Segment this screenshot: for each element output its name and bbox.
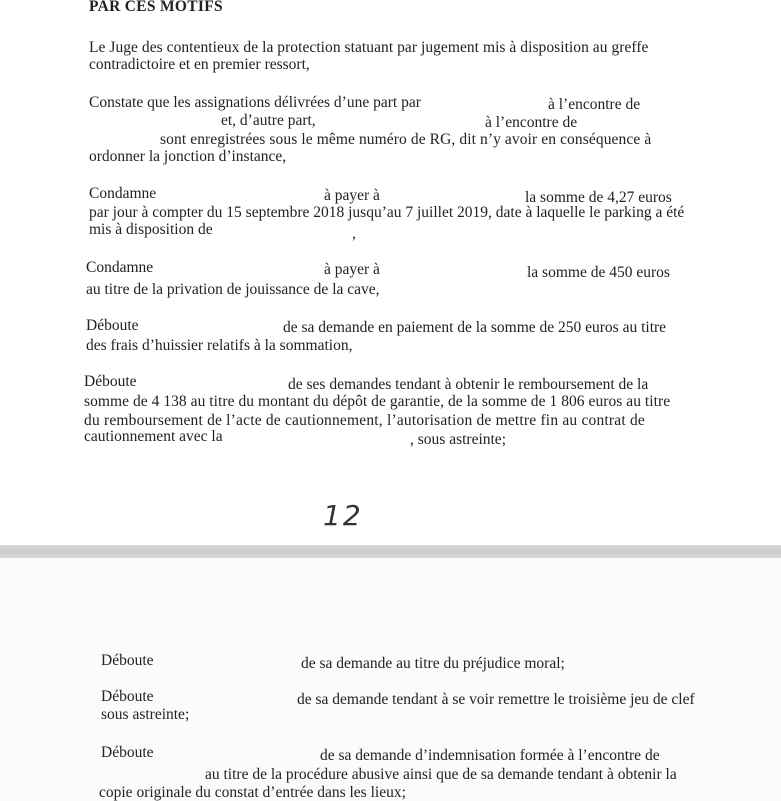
paragraph-line: Condamne: [89, 185, 157, 202]
section-heading: PAR CES MOTIFS: [89, 0, 223, 15]
paragraph-line: Constate que les assignations délivrées d’une part par: [89, 94, 421, 111]
paragraph-line: mis à disposition de: [89, 221, 213, 238]
paragraph-line: du remboursement de l’acte de cautionnement, l’autorisation de mettre fin au contrat de: [84, 412, 645, 429]
paragraph-line: somme de 4 138 au titre du montant du dépôt de garantie, de la somme de 1 806 euros au titre: [84, 393, 671, 410]
page-separator: [0, 545, 781, 558]
paragraph-line: Déboute: [101, 688, 154, 705]
paragraph-line: Déboute: [86, 317, 139, 334]
paragraph-line: la somme de 450 euros: [527, 264, 670, 281]
paragraph-line: Déboute: [101, 652, 154, 669]
paragraph-line: cautionnement avec la: [84, 428, 223, 445]
paragraph-line: Déboute: [84, 373, 137, 390]
paragraph-line: de sa demande au titre du préjudice moral;: [301, 655, 565, 672]
paragraph-line: de sa demande tendant à se voir remettre le troisième jeu de clef: [297, 691, 695, 708]
paragraph-line: ,: [352, 225, 356, 242]
paragraph-line: sont enregistrées sous le même numéro de RG, dit n’y avoir en conséquence à: [160, 131, 652, 148]
paragraph-line: contradictoire et en premier ressort,: [89, 56, 310, 73]
paragraph-line: Le Juge des contentieux de la protection statuant par jugement mis à disposition au greffe: [89, 39, 649, 56]
paragraph-line: à payer à: [324, 187, 380, 204]
paragraph-line: Déboute: [101, 744, 154, 761]
paragraph-line: la somme de 4,27 euros: [525, 189, 672, 206]
paragraph-line: par jour à compter du 15 septembre 2018 jusqu’au 7 juillet 2019, date à laquelle le parking a été: [89, 204, 685, 221]
paragraph-line: à l’encontre de: [485, 114, 578, 131]
paragraph-line: de sa demande d’indemnisation formée à l’encontre de: [320, 747, 660, 764]
document-page-2: [0, 558, 781, 801]
paragraph-line: ordonner la jonction d’instance,: [89, 148, 287, 165]
paragraph-line: Condamne: [86, 259, 154, 276]
paragraph-line: copie originale du constat d’entrée dans les lieux;: [99, 784, 406, 801]
paragraph-line: au titre de la privation de jouissance de la cave,: [86, 281, 380, 298]
paragraph-line: des frais d’huissier relatifs à la sommation,: [86, 337, 353, 354]
paragraph-line: de sa demande en paiement de la somme de 250 euros au titre: [283, 319, 667, 336]
paragraph-line: sous astreinte;: [101, 706, 190, 723]
handwritten-page-number: 12: [323, 499, 363, 532]
paragraph-line: au titre de la procédure abusive ainsi que de sa demande tendant à obtenir la: [205, 766, 677, 783]
paragraph-line: à payer à: [324, 261, 380, 278]
paragraph-line: et, d’autre part,: [221, 112, 316, 129]
paragraph-line: à l’encontre de: [548, 96, 641, 113]
paragraph-line: de ses demandes tendant à obtenir le remboursement de la: [288, 376, 649, 393]
paragraph-line: , sous astreinte;: [410, 431, 506, 448]
